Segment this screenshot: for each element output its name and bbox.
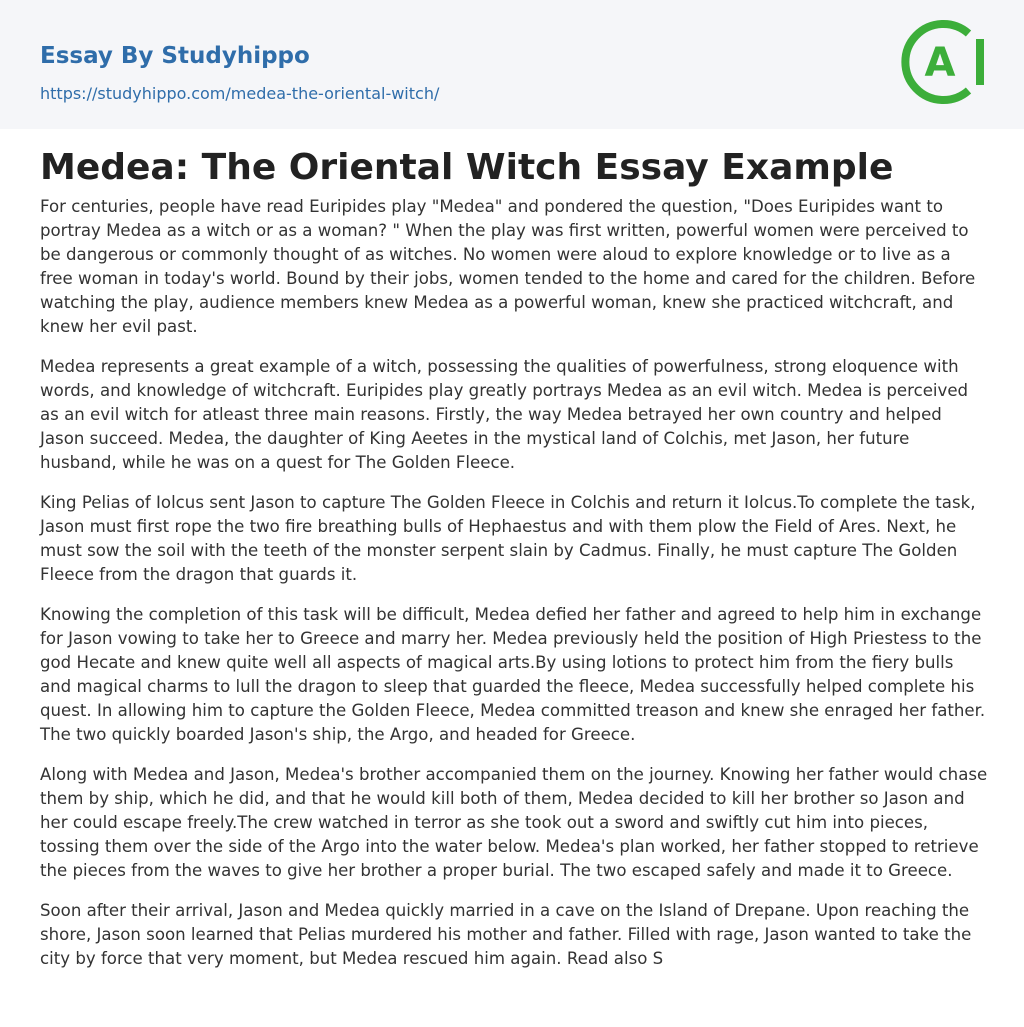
- paragraph: Along with Medea and Jason, Medea's brother accompanied them on the journey. Knowing her father would chase them by ship, which he did, and that he would kill both of them, Medea decided to kill her brother so Jason and her could escape freely.The crew watched in terror as she took out a sword and swiftly cut him into pieces, tossing them over the side of the Argo into the water below. Medea's plan worked, her father stopped to retrieve the pieces from the waves to give her brother a proper burial. The two escaped safely and made it to Greece.: [40, 765, 988, 880]
- article-title: Medea: The Oriental Witch Essay Example: [40, 147, 894, 188]
- paragraph: Medea represents a great example of a witch, possessing the qualities of powerfulness, strong eloquence with words, and knowledge of witchcraft. Euripides play greatly portrays Medea as an evil witch. Medea is perceived as an evil witch for atleast three main reasons. Firstly, the way Medea betrayed her own country and helped Jason succeed. Medea, the daughter of King Aeetes in the mystical land of Colchis, met Jason, her future husband, while he was on a quest for The Golden Fleece.: [40, 357, 969, 472]
- site-header: [0, 0, 1024, 129]
- brand-title[interactable]: Essay By Studyhippo: [40, 43, 310, 69]
- paragraph: Knowing the completion of this task will be difficult, Medea defied her father and agreed to help him in exchange for Jason vowing to take her to Greece and marry her. Medea previously held the position of High Priestess to the god Hecate and knew quite well all aspects of magical arts.By using lotions to protect him from the fiery bulls and magical charms to lull the dragon to sleep that guarded the fleece, Medea successfully helped complete his quest. In allowing him to capture the Golden Fleece, Medea committed treason and knew she enraged her father. The two quickly boarded Jason's ship, the Argo, and headed for Greece.: [40, 605, 986, 744]
- page-url-link[interactable]: https://studyhippo.com/medea-the-oriental-witch/: [40, 84, 440, 103]
- logo-letter: A: [924, 40, 956, 86]
- paragraph: Soon after their arrival, Jason and Medea quickly married in a cave on the Island of Drepane. Upon reaching the shore, Jason soon learned that Pelias murdered his mother and father. Filled with rage, Jason wanted to take the city by force that very moment, but Medea rescued him again. Read also S: [40, 901, 972, 968]
- studyhippo-logo-icon[interactable]: [898, 18, 986, 106]
- paragraph: For centuries, people have read Euripides play "Medea" and pondered the question, "Does Euripides want to portray Medea as a witch or as a woman? " When the play was first written, powerful women were perceived to be dangerous or commonly thought of as witches. No women were aloud to explore knowledge or to live as a free woman in today's world. Bound by their jobs, women tended to the home and cared for the children. Before watching the play, audience members knew Medea as a powerful woman, knew she practiced witchcraft, and knew her evil past.: [40, 197, 976, 336]
- article-body: [40, 195, 988, 987]
- paragraph: King Pelias of Iolcus sent Jason to capture The Golden Fleece in Colchis and return it Iolcus.To complete the task, Jason must first rope the two fire breathing bulls of Hephaestus and with them plow the Field of Ares. Next, he must sow the soil with the teeth of the monster serpent slain by Cadmus. Finally, he must capture The Golden Fleece from the dragon that guards it.: [40, 493, 976, 584]
